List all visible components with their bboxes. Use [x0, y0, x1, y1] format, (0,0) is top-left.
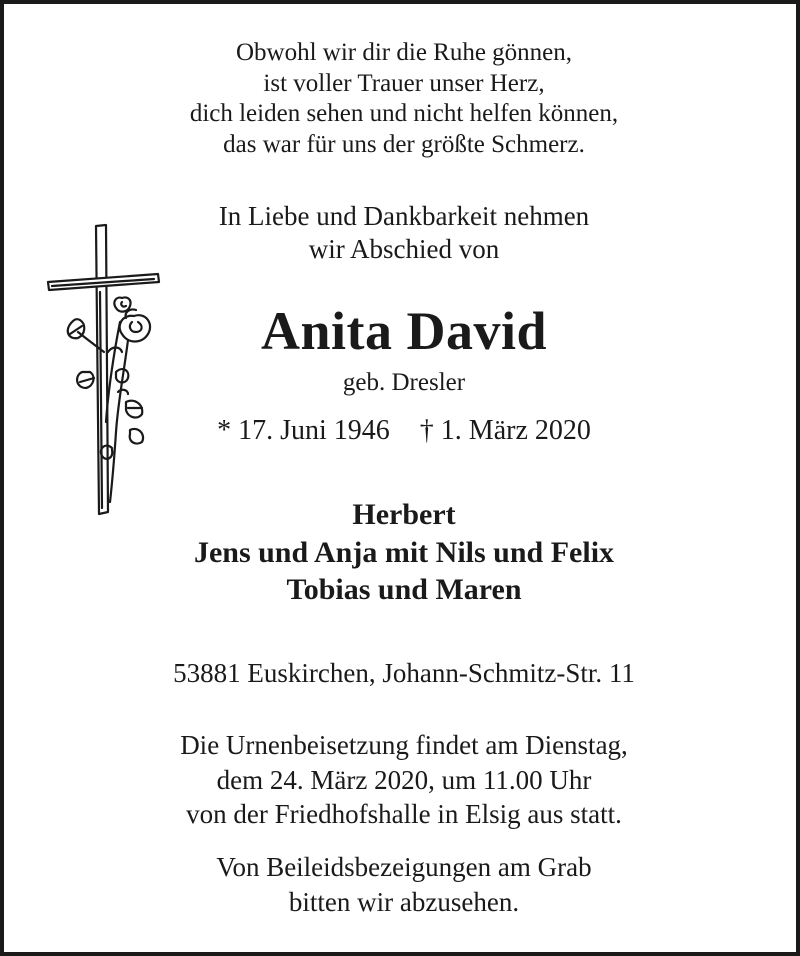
funeral-line: von der Friedhofshalle in Elsig aus statt. [186, 799, 622, 829]
life-dates [4, 415, 800, 447]
poem-line: Obwohl wir dir die Ruhe gönnen, [235, 39, 573, 66]
condolence-line: bitten wir abzusehen. [288, 886, 520, 917]
intro-line: wir Abschied von [308, 234, 500, 264]
death-date: † 1. März 2020 [419, 415, 591, 446]
funeral-line: Die Urnenbeisetzung findet am Dienstag, [180, 730, 628, 760]
address: 53881 Euskirchen, Johann-Schmitz-Str. 11 [173, 658, 635, 688]
poem-line: das war für uns der größte Schmerz. [223, 130, 585, 158]
family-line: Tobias und Maren [286, 573, 522, 606]
family-line: Herbert [352, 498, 456, 531]
intro-line: In Liebe und Dankbarkeit nehmen [218, 201, 590, 231]
poem-line: dich leiden sehen und nicht helfen können, [189, 100, 619, 127]
poem-line: ist voller Trauer unser Herz, [263, 69, 545, 97]
family-line: Jens und Anja mit Nils und Felix [193, 535, 615, 569]
birth-date: * 17. Juni 1946 [217, 415, 390, 446]
maiden-name: geb. Dresler [342, 369, 466, 396]
deceased-name: Anita David [260, 301, 548, 361]
funeral-line: dem 24. März 2020, um 11.00 Uhr [216, 764, 592, 795]
condolence-line: Von Beileidsbezeigungen am Grab [216, 852, 592, 882]
